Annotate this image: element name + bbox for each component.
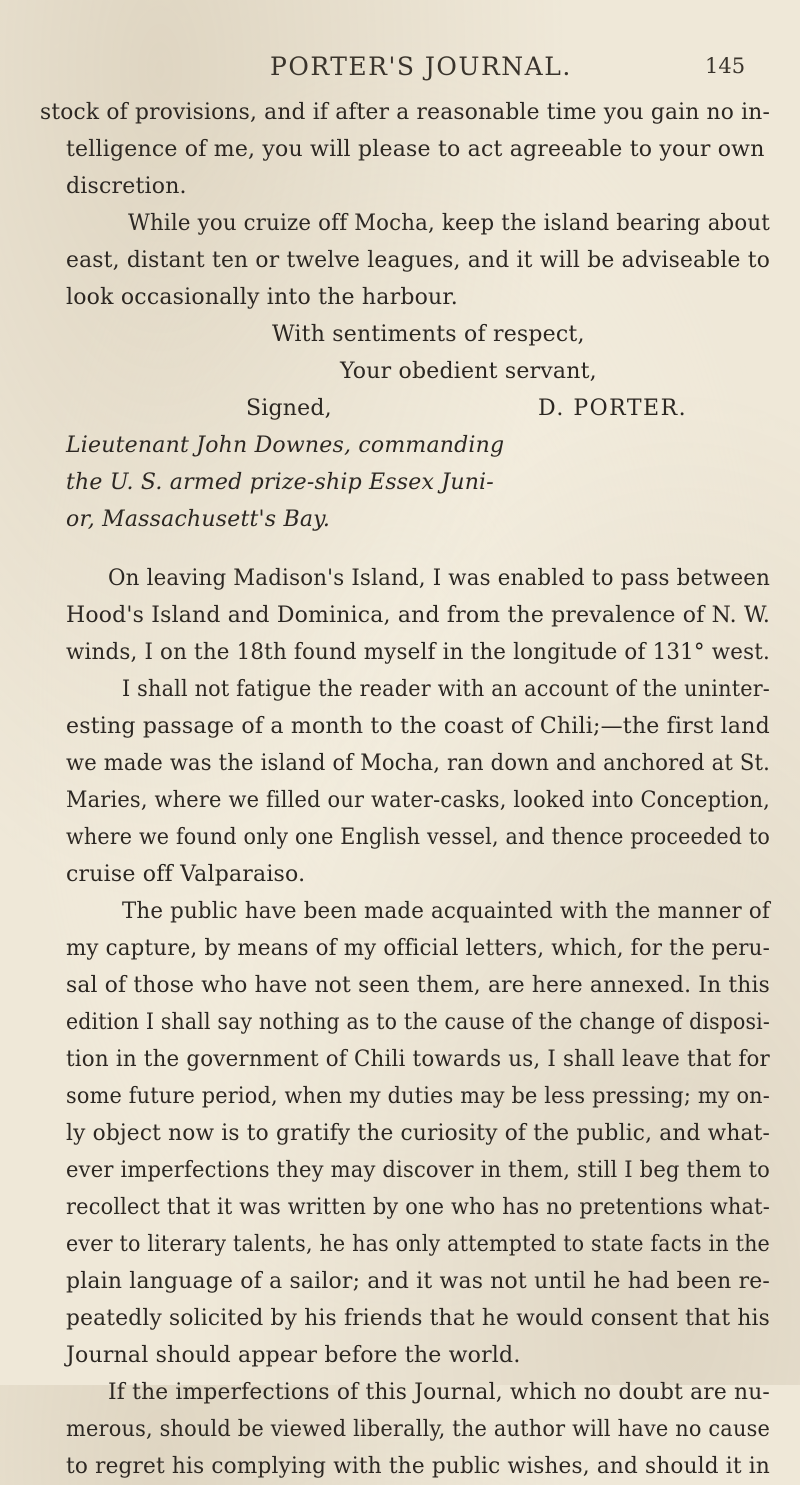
text-line-content: sal of those who have not seen them, are here annexed. In this	[66, 973, 770, 998]
text-line	[0, 856, 800, 893]
text-line	[0, 1078, 800, 1115]
text-line-content: the U. S. armed prize-ship Essex Juni-	[66, 470, 494, 495]
body-text	[0, 94, 800, 1485]
text-line	[0, 671, 800, 708]
text-line-content: ever to literary talents, he has only attempted to state facts in the	[66, 1232, 770, 1257]
text-line	[0, 242, 800, 279]
text-line	[0, 168, 800, 205]
text-line	[0, 1411, 800, 1448]
text-line	[0, 893, 800, 930]
text-line-content: Maries, where we filled our water-casks, looked into Conception,	[66, 788, 770, 813]
text-line	[0, 1300, 800, 1337]
text-line	[0, 819, 800, 856]
text-line	[0, 1189, 800, 1226]
text-line	[0, 1115, 800, 1152]
text-line-content: east, distant ten or twelve leagues, and it will be adviseable to	[66, 248, 771, 273]
page-header	[0, 52, 800, 92]
text-line	[0, 501, 800, 538]
text-line-content: discretion.	[66, 174, 187, 199]
text-line	[0, 1263, 800, 1300]
text-line	[0, 1226, 800, 1263]
text-line	[0, 930, 800, 967]
text-line-content: cruise off Valparaiso.	[66, 862, 306, 887]
text-line	[0, 390, 800, 427]
text-line-content: While you cruize off Mocha, keep the island bearing about	[128, 211, 770, 236]
text-line	[0, 1152, 800, 1189]
paragraph-gap	[0, 538, 800, 560]
text-line-content: to regret his complying with the public wishes, and should it in	[66, 1454, 770, 1479]
text-line-content: peatedly solicited by his friends that he would consent that his	[66, 1306, 771, 1331]
text-line-content: tion in the government of Chili towards us, I shall leave that for	[66, 1047, 770, 1072]
text-line-content: Your obedient servant,	[340, 359, 597, 384]
signature-name: D. PORTER.	[538, 396, 688, 421]
text-line-content: look occasionally into the harbour.	[66, 285, 458, 310]
text-line-content: Signed,	[246, 396, 332, 421]
text-line	[0, 782, 800, 819]
text-line-content: On leaving Madison's Island, I was enabled to pass between	[108, 566, 771, 591]
text-line-content: my capture, by means of my official letters, which, for the peru-	[66, 936, 771, 961]
text-line	[0, 967, 800, 1004]
text-line-content: Hood's Island and Dominica, and from the prevalence of N. W.	[66, 603, 771, 628]
text-line	[0, 634, 800, 671]
text-line	[0, 464, 800, 501]
text-line-content: Lieutenant John Downes, commanding	[66, 433, 505, 458]
text-line	[0, 353, 800, 390]
text-line	[0, 1004, 800, 1041]
text-line-content: I shall not fatigue the reader with an account of the uninter-	[122, 677, 771, 702]
text-line	[0, 1041, 800, 1078]
text-line	[0, 316, 800, 353]
text-line-content: telligence of me, you will please to act agreeable to your own	[66, 137, 765, 162]
text-line	[0, 94, 800, 131]
text-line-content: plain language of a sailor; and it was not until he had been re-	[66, 1269, 771, 1294]
text-line	[0, 1374, 800, 1411]
text-line-content: merous, should be viewed liberally, the author will have no cause	[66, 1417, 771, 1442]
text-line	[0, 597, 800, 634]
text-line	[0, 708, 800, 745]
text-line	[0, 1448, 800, 1485]
text-line-content: ever imperfections they may discover in them, still I beg them to	[66, 1158, 771, 1183]
text-line-content: winds, I on the 18th found myself in the longitude of 131° west.	[66, 640, 771, 665]
text-line	[0, 205, 800, 242]
text-line-content: where we found only one English vessel, and thence proceeded to	[66, 825, 771, 850]
text-line-content: edition I shall say nothing as to the cause of the change of disposi-	[66, 1010, 771, 1035]
text-line	[0, 427, 800, 464]
text-line-content: ly object now is to gratify the curiosity of the public, and what-	[66, 1121, 771, 1146]
text-line-content: If the imperfections of this Journal, which no doubt are nu-	[108, 1380, 770, 1405]
text-line	[0, 560, 800, 597]
text-line	[0, 131, 800, 168]
text-line	[0, 1337, 800, 1374]
text-line-content: The public have been made acquainted with the manner of	[122, 899, 771, 924]
page-number: 145	[705, 54, 746, 78]
text-line-content: esting passage of a month to the coast of Chili;—the first land	[66, 714, 770, 739]
text-line-content: or, Massachusett's Bay.	[66, 507, 331, 532]
text-line	[0, 745, 800, 782]
text-line	[0, 279, 800, 316]
text-line-content: Journal should appear before the world.	[66, 1343, 521, 1368]
text-line-content: some future period, when my duties may be less pressing; my on-	[66, 1084, 770, 1109]
text-line-content: recollect that it was written by one who has no pretentions what-	[66, 1195, 770, 1220]
running-title: PORTER'S JOURNAL.	[270, 52, 572, 81]
text-line-content: stock of provisions, and if after a reasonable time you gain no in-	[40, 100, 771, 125]
text-line-content: With sentiments of respect,	[272, 322, 585, 347]
text-line-content: we made was the island of Mocha, ran down and anchored at St.	[66, 751, 771, 776]
